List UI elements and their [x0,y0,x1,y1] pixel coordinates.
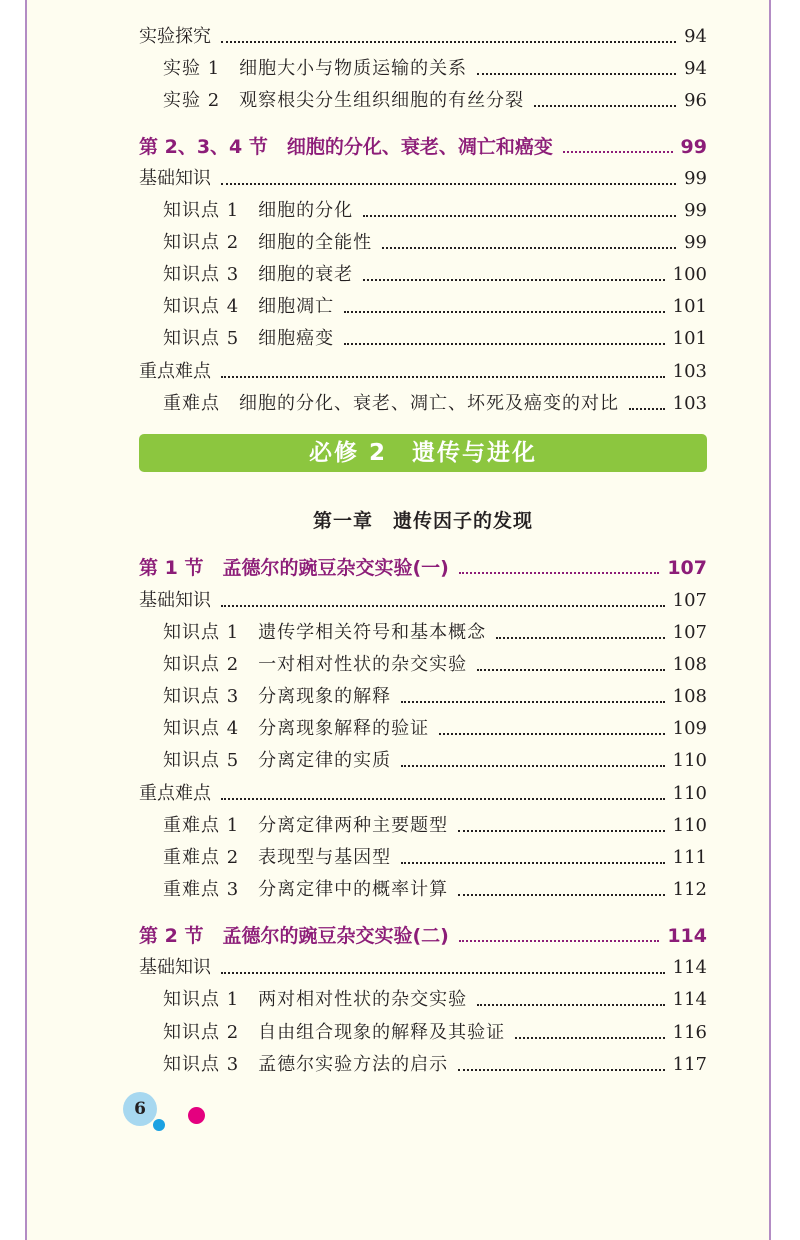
toc-entry-label: 重点难点 [139,361,211,382]
toc-subentry[interactable] [139,387,707,415]
toc-entry-label: 实验探究 [139,26,211,47]
toc-page-number: 112 [672,879,707,900]
toc-entry-label: 知识点 1 遗传学相关符号和基本概念 [163,622,487,643]
toc-entry-label: 知识点 2 自由组合现象的解释及其验证 [163,1022,506,1043]
toc-entry[interactable] [139,777,707,805]
leader-dots [534,105,676,107]
toc-page-number: 108 [672,686,707,707]
toc-page-number: 109 [672,718,707,739]
toc-entry-label: 知识点 2 一对相对性状的杂交实验 [163,654,468,675]
toc-entry-label: 重难点 2 表现型与基因型 [163,847,392,868]
toc-page-number: 101 [672,296,707,317]
toc-entry-label: 基础知识 [139,168,211,189]
toc-subentry[interactable] [139,84,707,112]
leader-dots [382,247,676,249]
leader-dots [344,311,664,313]
toc-subentry[interactable] [139,1048,707,1076]
leader-dots [458,1069,664,1071]
leader-dots [629,408,665,410]
toc-page-number: 117 [672,1054,707,1075]
toc-page-number: 116 [672,1022,707,1043]
toc-entry-label: 重难点 1 分离定律两种主要题型 [163,815,449,836]
leader-dots [477,1004,664,1006]
toc-entry-label: 知识点 4 细胞凋亡 [163,296,335,317]
leader-dots [459,572,660,574]
toc-page-number: 99 [680,136,707,158]
toc-entry-label: 知识点 4 分离现象解释的验证 [163,718,430,739]
toc-page-number: 99 [684,200,707,221]
toc-subentry[interactable] [139,194,707,222]
page [25,0,771,1240]
toc-subentry[interactable] [139,712,707,740]
toc-subentry[interactable] [139,744,707,772]
toc-page-number: 100 [672,264,707,285]
toc-page-number: 111 [672,847,707,868]
toc-entry-label: 重难点 3 分离定律中的概率计算 [163,879,449,900]
toc-section-entry[interactable] [139,919,707,947]
toc-entry-label: 重难点 细胞的分化、衰老、凋亡、坏死及癌变的对比 [163,393,619,414]
toc-page-number: 99 [684,232,707,253]
leader-dots [363,215,676,217]
toc-page-number: 114 [672,957,707,978]
toc-entry[interactable] [139,584,707,612]
toc-entry[interactable] [139,20,707,48]
toc-subentry[interactable] [139,1016,707,1044]
leader-dots [344,343,664,345]
chapter-title: 第一章 遗传因子的发现 [312,510,533,532]
leader-dots [563,151,673,153]
toc-entry-label: 第 2、3、4 节 细胞的分化、衰老、凋亡和癌变 [139,136,553,158]
toc-page-number: 99 [684,168,707,189]
toc-entry[interactable] [139,162,707,190]
toc-subentry[interactable] [139,873,707,901]
toc-entry-label: 实验 2 观察根尖分生组织细胞的有丝分裂 [163,90,525,111]
toc-page-number: 107 [667,557,707,579]
toc-page-number: 96 [684,90,707,111]
leader-dots [401,701,664,703]
leader-dots [221,798,665,800]
toc-page-number: 110 [672,750,707,771]
toc-subentry[interactable] [139,322,707,350]
leader-dots [401,765,664,767]
toc-subentry[interactable] [139,680,707,708]
toc-page-number: 114 [672,989,707,1010]
toc-page-number: 94 [684,26,707,47]
toc-entry-label: 重点难点 [139,783,211,804]
leader-dots [221,183,676,185]
leader-dots [515,1037,664,1039]
toc-subentry[interactable] [139,648,707,676]
toc-entry-label: 知识点 5 细胞癌变 [163,328,335,349]
decorative-dot-pink [188,1107,205,1124]
toc-subentry[interactable] [139,616,707,644]
toc-page-number: 114 [667,925,707,947]
toc-subentry[interactable] [139,983,707,1011]
toc-entry-label: 基础知识 [139,957,211,978]
toc-entry[interactable] [139,355,707,383]
toc-page-number: 101 [672,328,707,349]
leader-dots [477,73,676,75]
leader-dots [221,41,676,43]
leader-dots [363,279,664,281]
toc-subentry[interactable] [139,841,707,869]
leader-dots [496,637,664,639]
page-number-badge: 6 [123,1092,157,1126]
toc-page-number: 107 [672,622,707,643]
toc-section-entry[interactable] [139,130,707,158]
toc-page-number: 103 [672,361,707,382]
toc-page-number: 110 [672,783,707,804]
leader-dots [458,894,664,896]
toc-section-entry[interactable] [139,551,707,579]
leader-dots [458,830,664,832]
toc-entry-label: 知识点 2 细胞的全能性 [163,232,373,253]
toc-page-number: 94 [684,58,707,79]
leader-dots [439,733,664,735]
toc-page-number: 108 [672,654,707,675]
toc-subentry[interactable] [139,809,707,837]
toc-subentry[interactable] [139,52,707,80]
toc-subentry[interactable] [139,290,707,318]
toc-entry-label: 第 1 节 孟德尔的豌豆杂交实验(一) [139,557,449,579]
toc-entry-label: 知识点 1 两对相对性状的杂交实验 [163,989,468,1010]
leader-dots [477,669,664,671]
toc-entry-label: 基础知识 [139,590,211,611]
toc-page-number: 110 [672,815,707,836]
leader-dots [221,376,665,378]
toc-entry-label: 实验 1 细胞大小与物质运输的关系 [163,58,468,79]
toc-entry-label: 第 2 节 孟德尔的豌豆杂交实验(二) [139,925,449,947]
leader-dots [221,605,665,607]
leader-dots [221,972,665,974]
toc-page-number: 107 [672,590,707,611]
toc-entry-label: 知识点 3 细胞的衰老 [163,264,354,285]
leader-dots [401,862,664,864]
toc-entry-label: 知识点 3 分离现象的解释 [163,686,392,707]
leader-dots [459,940,660,942]
toc-entry-label: 知识点 3 孟德尔实验方法的启示 [163,1054,449,1075]
module-banner: 必修 2 遗传与进化 [139,434,707,472]
toc-entry-label: 知识点 5 分离定律的实质 [163,750,392,771]
toc-subentry[interactable] [139,226,707,254]
toc-entry-label: 知识点 1 细胞的分化 [163,200,354,221]
toc-page-number: 103 [672,393,707,414]
toc-subentry[interactable] [139,258,707,286]
toc-entry[interactable] [139,951,707,979]
decorative-dot-blue [153,1119,165,1131]
